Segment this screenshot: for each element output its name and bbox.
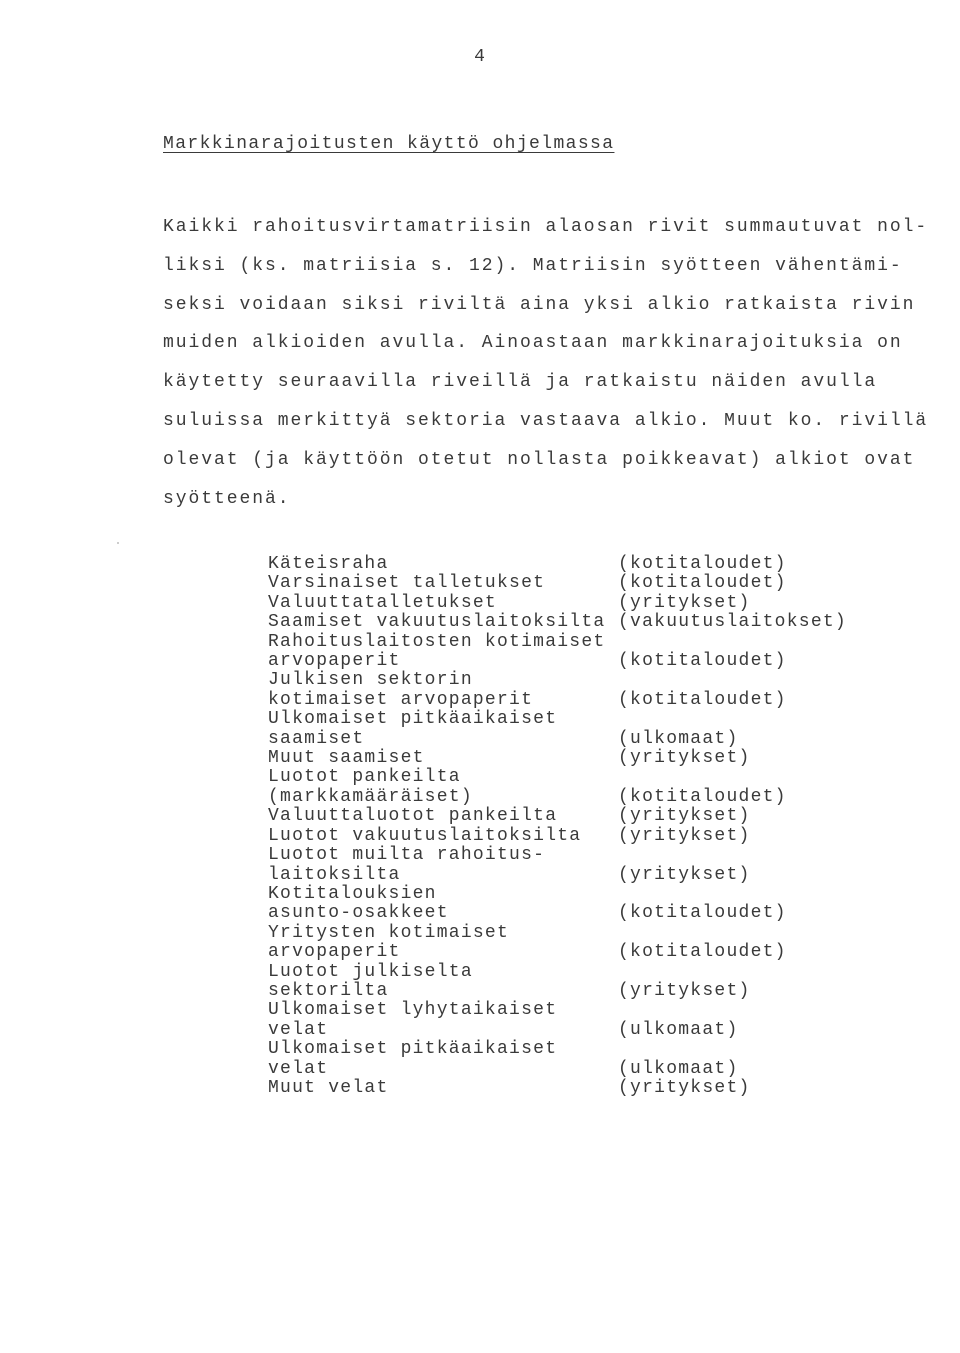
sector-label: (ulkomaat) — [618, 1058, 739, 1079]
item-label-line: Muut velat — [268, 1077, 389, 1098]
sector-label: (kotitaloudet) — [618, 903, 787, 924]
item-label-line: Rahoituslaitosten kotimaiset — [268, 631, 606, 652]
sector-label: (yritykset) — [618, 748, 751, 769]
item-label-line: Valuuttatalletukset — [268, 592, 497, 613]
list-item — [268, 555, 868, 574]
paragraph-line: suluissa merkittyä sektoria vastaava alkio. Muut ko. rivillä — [163, 410, 929, 431]
sector-label: (yritykset) — [618, 1077, 751, 1098]
sector-label: (kotitaloudet) — [618, 554, 787, 574]
list-item — [268, 1040, 868, 1079]
sector-label: (ulkomaat) — [618, 1019, 739, 1040]
paragraph-line: seksi voidaan siksi riviltä aina yksi alkio ratkaista rivin — [163, 294, 916, 315]
item-label-line: Ulkomaiset lyhytaikaiset — [268, 1000, 558, 1021]
item-label-line: Varsinaiset talletukset — [268, 573, 546, 594]
item-label-line: kotimaiset arvopaperit — [268, 689, 534, 710]
item-label-line: laitoksilta — [268, 864, 401, 885]
list-item — [268, 885, 868, 924]
item-label-line: (markkamääräiset) — [268, 786, 473, 807]
sector-label: (ulkomaat) — [618, 728, 739, 749]
item-label-line: Yritysten kotimaiset — [268, 922, 510, 943]
sector-label: (yritykset) — [618, 592, 751, 613]
item-label-line: Luotot julkiselta — [268, 961, 473, 982]
item-label-line: sektorilta — [268, 980, 389, 1001]
page-number: 4 — [474, 47, 486, 67]
list-item — [268, 613, 868, 632]
item-label-line: velat — [268, 1019, 329, 1040]
item-label-line: Saamiset vakuutuslaitoksilta — [268, 612, 606, 633]
item-label-line: Luotot muilta rahoitus- — [268, 845, 546, 866]
list-item — [268, 846, 868, 885]
list-item — [268, 924, 868, 963]
item-sector-list — [268, 555, 868, 1098]
sector-label: (yritykset) — [618, 980, 751, 1001]
list-item — [268, 807, 868, 826]
item-label-line: Valuuttaluotot pankeilta — [268, 806, 558, 827]
list-item — [268, 963, 868, 1002]
item-label-line: Ulkomaiset pitkäaikaiset — [268, 1039, 558, 1060]
paragraph-line: olevat (ja käyttöön otetut nollasta poikkeavat) alkiot ovat — [163, 449, 916, 470]
sector-label: (kotitaloudet) — [618, 689, 787, 710]
paragraph-line: liksi (ks. matriisia s. 12). Matriisin syötteen vähentämi- — [163, 255, 903, 276]
sector-label: (yritykset) — [618, 825, 751, 846]
sector-label: (yritykset) — [618, 864, 751, 885]
list-item — [268, 671, 868, 710]
sector-label: (yritykset) — [618, 806, 751, 827]
item-label-line: asunto-osakkeet — [268, 903, 449, 924]
item-label-line: saamiset — [268, 728, 365, 749]
list-item — [268, 768, 868, 807]
sector-label: (vakuutuslaitokset) — [618, 612, 847, 633]
list-item — [268, 594, 868, 613]
list-item — [268, 827, 868, 846]
paragraph-line: käytetty seuraavilla riveillä ja ratkaistu näiden avulla — [163, 372, 878, 393]
list-item — [268, 633, 868, 672]
scan-speck — [117, 542, 119, 544]
body-paragraph — [163, 208, 929, 518]
sector-label: (kotitaloudet) — [618, 573, 787, 594]
item-label-line: Kotitalouksien — [268, 883, 437, 904]
item-label-line: Muut saamiset — [268, 748, 425, 769]
paragraph-line: Kaikki rahoitusvirtamatriisin alaosan rivit summautuvat nol- — [163, 217, 929, 237]
item-label-line: arvopaperit — [268, 651, 401, 672]
item-label-line: velat — [268, 1058, 329, 1079]
paragraph-line: muiden alkioiden avulla. Ainoastaan markkinarajoituksia on — [163, 333, 903, 354]
list-item — [268, 1079, 868, 1098]
item-label-line: arvopaperit — [268, 942, 401, 963]
sector-label: (kotitaloudet) — [618, 942, 787, 963]
section-heading: Markkinarajoitusten käyttö ohjelmassa — [163, 134, 615, 154]
item-label-line: Luotot vakuutuslaitoksilta — [268, 825, 582, 846]
list-item — [268, 574, 868, 593]
list-item — [268, 749, 868, 768]
list-item — [268, 710, 868, 749]
sector-label: (kotitaloudet) — [618, 786, 787, 807]
item-label-line: Julkisen sektorin — [268, 670, 473, 691]
list-item — [268, 1001, 868, 1040]
item-label-line: Ulkomaiset pitkäaikaiset — [268, 709, 558, 730]
item-label-line: Luotot pankeilta — [268, 767, 461, 788]
paragraph-line: syötteenä. — [163, 488, 291, 509]
sector-label: (kotitaloudet) — [618, 651, 787, 672]
item-label-line: Käteisraha — [268, 554, 389, 574]
